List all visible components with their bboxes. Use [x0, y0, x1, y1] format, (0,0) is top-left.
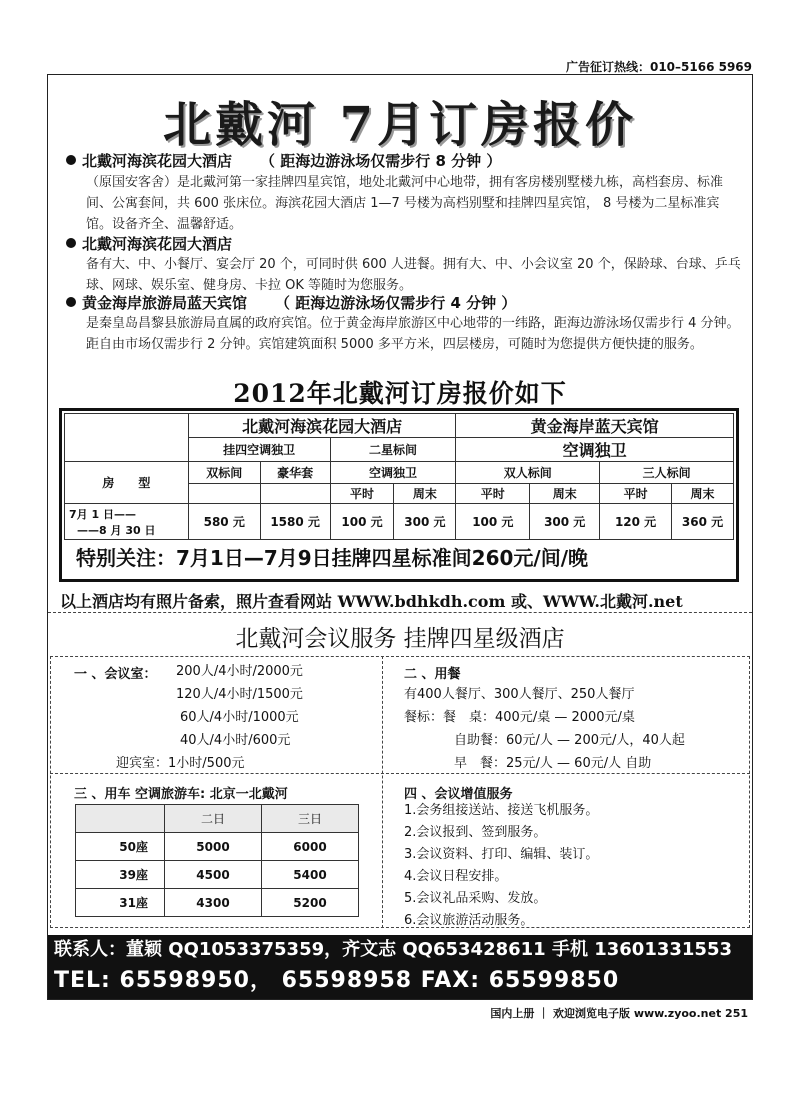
- services-title: 四 、会议增值服务: [404, 787, 513, 802]
- meeting-line-2: 120人/4小时/1500元: [176, 687, 303, 702]
- hotel-b-header: 黄金海岸蓝天宾馆: [456, 414, 734, 438]
- price-cell: 100 元: [456, 504, 530, 540]
- date-range: [65, 504, 189, 540]
- three-day-price: 5200: [262, 889, 359, 917]
- table-row: [76, 861, 359, 889]
- price-cell: 300 元: [394, 504, 456, 540]
- empty-cell: [260, 484, 330, 504]
- contact-phones: TEL: 65598950， 65598958 FAX: 65599850: [54, 968, 620, 993]
- table-row: [76, 889, 359, 917]
- dining-line-2: 餐标：餐 桌：400元/桌 — 2000元/桌: [404, 710, 635, 725]
- col-suite: 豪华套: [260, 462, 330, 484]
- dining-line-4: 早 餐：25元/人 — 60元/人 自助: [454, 756, 652, 771]
- hotel-name: 黄金海岸旅游局蓝天宾馆: [82, 294, 248, 312]
- service-item: 2.会议报到、签到服务。: [404, 825, 547, 840]
- seat-count: 39座: [76, 861, 165, 889]
- hotel-a-header: 北戴河海滨花园大酒店: [188, 414, 456, 438]
- hotel-description-1: （原国安客舍）是北戴河第一家挂牌四星宾馆，地处北戴河中心地带，拥有客房楼别墅楼九栋，高档套房、标准间、公寓套间，共 600 张床位。海滨花园大酒店 1—7 号楼为高档别墅和挂牌四星宾馆， 8 号楼为二星标准宾馆。设备齐全、温馨舒适。: [86, 175, 724, 232]
- two-day-price: 4300: [165, 889, 262, 917]
- date-from: 7月 1 日——: [69, 507, 136, 521]
- special-offer: 特别关注：7月1日—7月9日挂牌四星标准间260元/间/晚: [76, 546, 589, 570]
- weekday-label: 平时: [330, 484, 394, 504]
- table-corner: [65, 414, 189, 462]
- hotel-name: 北戴河海滨花园大酒店: [82, 152, 233, 170]
- reception-label: 迎宾室：: [116, 756, 169, 771]
- dining-title: 二 、用餐: [404, 667, 461, 682]
- table-header-cell: 三日: [262, 805, 359, 833]
- meeting-rooms-title: 一 、会议室：: [74, 667, 157, 682]
- price-cell: 300 元: [530, 504, 600, 540]
- two-day-price: 5000: [165, 833, 262, 861]
- reception-price: 1小时/500元: [168, 756, 245, 771]
- price-table: [64, 413, 734, 540]
- table-header-cell: [76, 805, 165, 833]
- seat-count: 31座: [76, 889, 165, 917]
- weekday-label: 平时: [600, 484, 672, 504]
- conference-title: 北戴河会议服务 挂牌四星级酒店: [235, 626, 565, 652]
- hotel-a-group-1: 挂四空调独卫: [188, 438, 330, 462]
- contact-bar: [48, 935, 752, 999]
- weekday-label: 平时: [456, 484, 530, 504]
- page-footer: 国内上册 ｜ 欢迎浏览电子版 www.zyoo.net 251: [490, 1007, 748, 1020]
- hotel-a-group-2: 二星标间: [330, 438, 456, 462]
- price-cell: 120 元: [600, 504, 672, 540]
- price-cell: 1580 元: [260, 504, 330, 540]
- empty-cell: [188, 484, 260, 504]
- service-item: 5.会议礼品采购、发放。: [404, 891, 547, 906]
- vehicle-table: [75, 804, 359, 917]
- service-item: 3.会议资料、打印、编辑、装订。: [404, 847, 599, 862]
- col-b-triple: 三人标间: [600, 462, 734, 484]
- bullet-icon: [66, 297, 76, 307]
- bullet-icon: [66, 238, 76, 248]
- hotel-heading-2: [66, 233, 232, 254]
- meeting-line-3: 60人/4小时/1000元: [180, 710, 299, 725]
- three-day-price: 6000: [262, 833, 359, 861]
- meeting-line-1: 200人/4小时/2000元: [176, 664, 303, 679]
- weekend-label: 周末: [672, 484, 734, 504]
- table-row: [76, 805, 359, 833]
- meeting-line-4: 40人/4小时/600元: [180, 733, 291, 748]
- hotel-heading-1: [66, 150, 501, 171]
- reception-room: [116, 752, 244, 775]
- service-item: 1.会务组接送站、接送飞机服务。: [404, 803, 599, 818]
- dining-line-1: 有400人餐厅、300人餐厅、250人餐厅: [404, 687, 635, 702]
- hotel-heading-3: [66, 292, 516, 313]
- date-to: ——8 月 30 日: [77, 523, 156, 537]
- price-section-title: 2012年北戴河订房报价如下: [233, 379, 567, 408]
- col-ac: 空调独卫: [330, 462, 456, 484]
- divider: [48, 612, 752, 613]
- bullet-icon: [66, 155, 76, 165]
- col-double: 双标间: [188, 462, 260, 484]
- seat-count: 50座: [76, 833, 165, 861]
- price-cell: 580 元: [188, 504, 260, 540]
- hotel-distance-note: （ 距海边游泳场仅需步行 8 分钟 ）: [260, 152, 502, 170]
- service-item: 6.会议旅游活动服务。: [404, 913, 534, 928]
- table-header-cell: 二日: [165, 805, 262, 833]
- room-type-label: 房 型: [65, 462, 189, 504]
- contact-persons: 联系人：董颖 QQ1053375359，齐文志 QQ653428611 手机 13601331553: [54, 939, 733, 960]
- price-cell: 100 元: [330, 504, 394, 540]
- price-cell: 360 元: [672, 504, 734, 540]
- hotel-b-subheader: 空调独卫: [456, 438, 734, 462]
- vehicles-title: 三 、用车 空调旅游车: 北京一北戴河: [74, 787, 288, 802]
- weekend-label: 周末: [394, 484, 456, 504]
- hotel-name: 北戴河海滨花园大酒店: [82, 235, 233, 253]
- col-b-double: 双人标间: [456, 462, 600, 484]
- dining-line-3: 自助餐：60元/人 — 200元/人，40人起: [454, 733, 685, 748]
- hotel-distance-note: （ 距海边游泳场仅需步行 4 分钟 ）: [275, 294, 517, 312]
- grid-vertical-divider: [382, 656, 383, 928]
- page-title: 北戴河 7月订房报价: [162, 97, 638, 153]
- photo-note: 以上酒店均有照片备索，照片查看网站 WWW.bdhkdh.com 或、WWW.北戴河.net: [60, 592, 683, 611]
- hotel-description-3: 是秦皇岛昌黎县旅游局直属的政府宾馆。位于黄金海岸旅游区中心地带的一纬路，距海边游泳场仅需步行 4 分钟。距自由市场仅需步行 2 分钟。宾馆建筑面积 5000 多平方米，四层楼房，可随时为您提供方便快捷的服务。: [86, 316, 740, 352]
- two-day-price: 4500: [165, 861, 262, 889]
- hotel-description-2: 备有大、中、小餐厅、宴会厅 20 个，可同时供 600 人进餐。拥有大、中、小会议室 20 个，保龄球、台球、乒乓球、网球、娱乐室、健身房、卡拉 OK 等随时为您服务。: [86, 257, 741, 293]
- three-day-price: 5400: [262, 861, 359, 889]
- table-row: [76, 833, 359, 861]
- ad-hotline: 广告征订热线：010–5166 5969: [565, 60, 752, 74]
- weekend-label: 周末: [530, 484, 600, 504]
- service-item: 4.会议日程安排。: [404, 869, 508, 884]
